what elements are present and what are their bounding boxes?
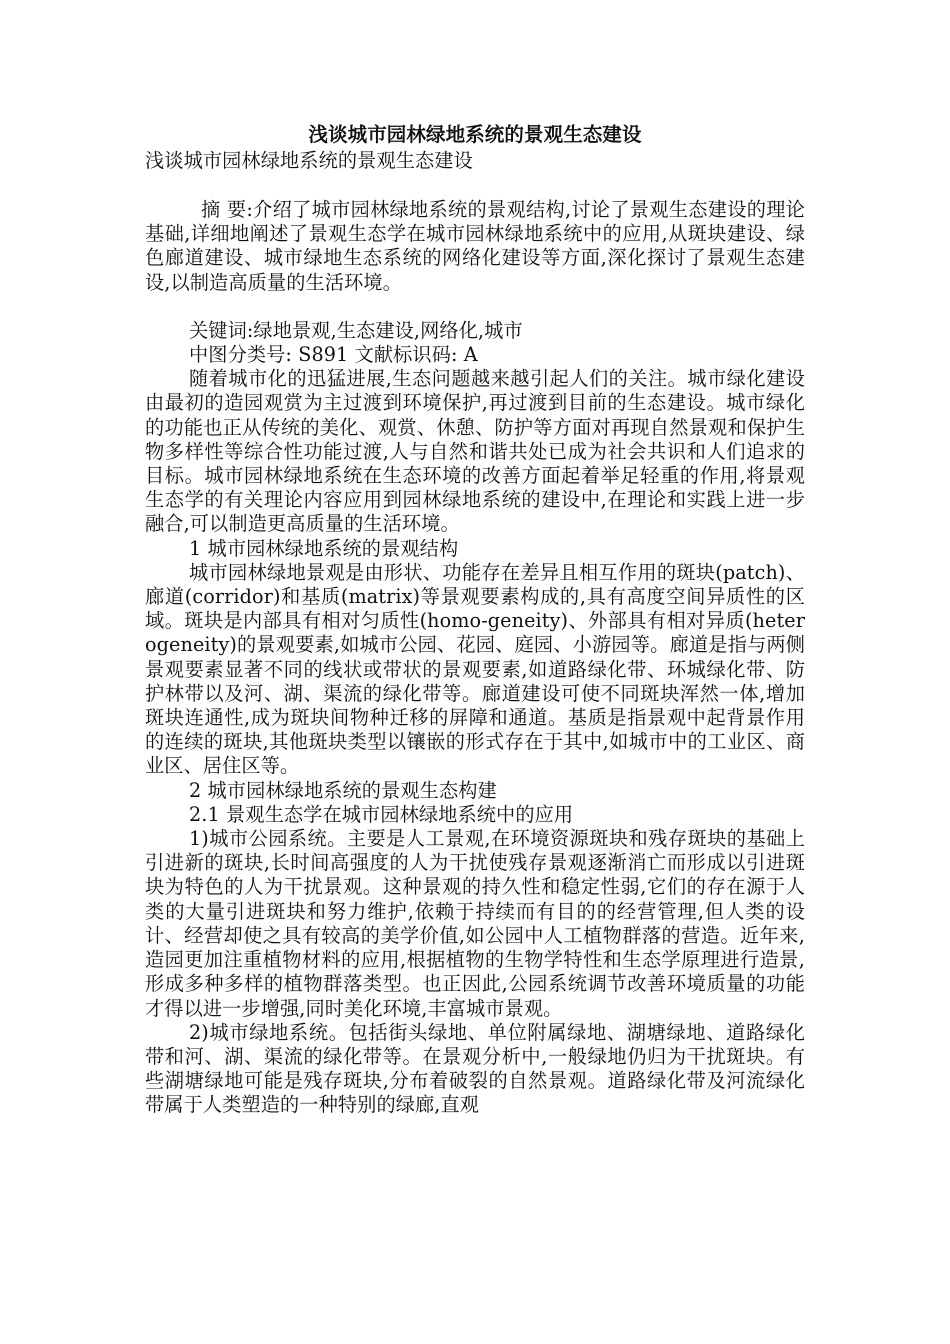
- section-heading-2-1: 2.1 景观生态学在城市园林绿地系统中的应用: [189, 802, 574, 826]
- section-heading-1: 1 城市园林绿地系统的景观结构: [189, 536, 459, 560]
- spacer: [145, 174, 805, 198]
- green-space-paragraph: 2)城市绿地系统。包括街头绿地、单位附属绿地、湖塘绿地、道路绿化带和河、湖、渠流的绿化带等。在景观分析中,一般绿地仍归为干扰斑块。有些湖塘绿地可能是残存斑块,分布着破裂的自然景观。道路绿化带及河流绿化带属于人类塑造的一种特别的绿廊,直观: [145, 1020, 805, 1117]
- keywords-line: 关键词:绿地景观,生态建设,网络化,城市: [189, 318, 523, 342]
- spacer: [145, 295, 805, 319]
- section-heading-2: 2 城市园林绿地系统的景观生态构建: [189, 778, 497, 802]
- document-title: 浅谈城市园林绿地系统的景观生态建设: [308, 123, 642, 146]
- document-page: [145, 122, 805, 1118]
- intro-paragraph: 随着城市化的迅猛进展,生态问题越来越引起人们的关注。城市绿化建设由最初的造园观赏为主过渡到环境保护,再过渡到目前的生态建设。城市绿化的功能也正从传统的美化、观赏、休憩、防护等方面对再现自然景观和保护生物多样性等综合性功能过渡,人与自然和谐共处已成为社会共识和人们追求的目标。城市园林绿地系统在生态环境的改善方面起着举足轻重的作用,将景观生态学的有关理论内容应用到园林绿地系统的建设中,在理论和实践上进一步融合,可以制造更高质量的生活环境。: [145, 367, 805, 536]
- section-1-paragraph: 城市园林绿地景观是由形状、功能存在差异且相互作用的斑块(patch)、廊道(corridor)和基质(matrix)等景观要素构成的,具有高度空间异质性的区域。斑块是内部具有相对匀质性(homo-geneity)、外部具有相对异质(heterogeneity)的景观要素,如城市公园、花园、庭园、小游园等。廊道是指与两侧景观要素显著不同的线状或带状的景观要素,如道路绿化带、环城绿化带、防护林带以及河、湖、渠流的绿化带等。廊道建设可使不同斑块浑然一体,增加斑块连通性,成为斑块间物种迁移的屏障和通道。基质是指景观中起背景作用的连续的斑块,其他斑块类型以镶嵌的形式存在于其中,如城市中的工业区、商业区、居住区等。: [145, 560, 805, 778]
- classification-line: 中图分类号: S891 文献标识码: A: [189, 343, 478, 367]
- park-system-paragraph: 1)城市公园系统。主要是人工景观,在环境资源斑块和残存斑块的基础上引进新的斑块,长时间高强度的人为干扰使残存景观逐渐消亡而形成以引进斑块为特色的人为干扰景观。这种景观的持久性和稳定性弱,它们的存在源于人类的大量引进斑块和努力维护,依赖于持续而有目的的经营管理,但人类的设计、经营却使之具有较高的美学价值,如公园中人工植物群落的营造。近年来,造园更加注重植物材料的应用,根据植物的生物学特性和生态学原理进行造景,形成多种多样的植物群落类型。也正因此,公园系统调节改善环境质量的功能才得以进一步增强,同时美化环境,丰富城市景观。: [145, 827, 805, 1020]
- abstract-paragraph: 摘 要:介绍了城市园林绿地系统的景观结构,讨论了景观生态建设的理论基础,详细地阐述了景观生态学在城市园林绿地系统中的应用,从斑块建设、绿色廊道建设、城市绿地生态系统的网络化建设等方面,深化探讨了景观生态建设,以制造高质量的生活环境。: [145, 198, 805, 294]
- document-subtitle: 浅谈城市园林绿地系统的景观生态建设: [145, 149, 473, 172]
